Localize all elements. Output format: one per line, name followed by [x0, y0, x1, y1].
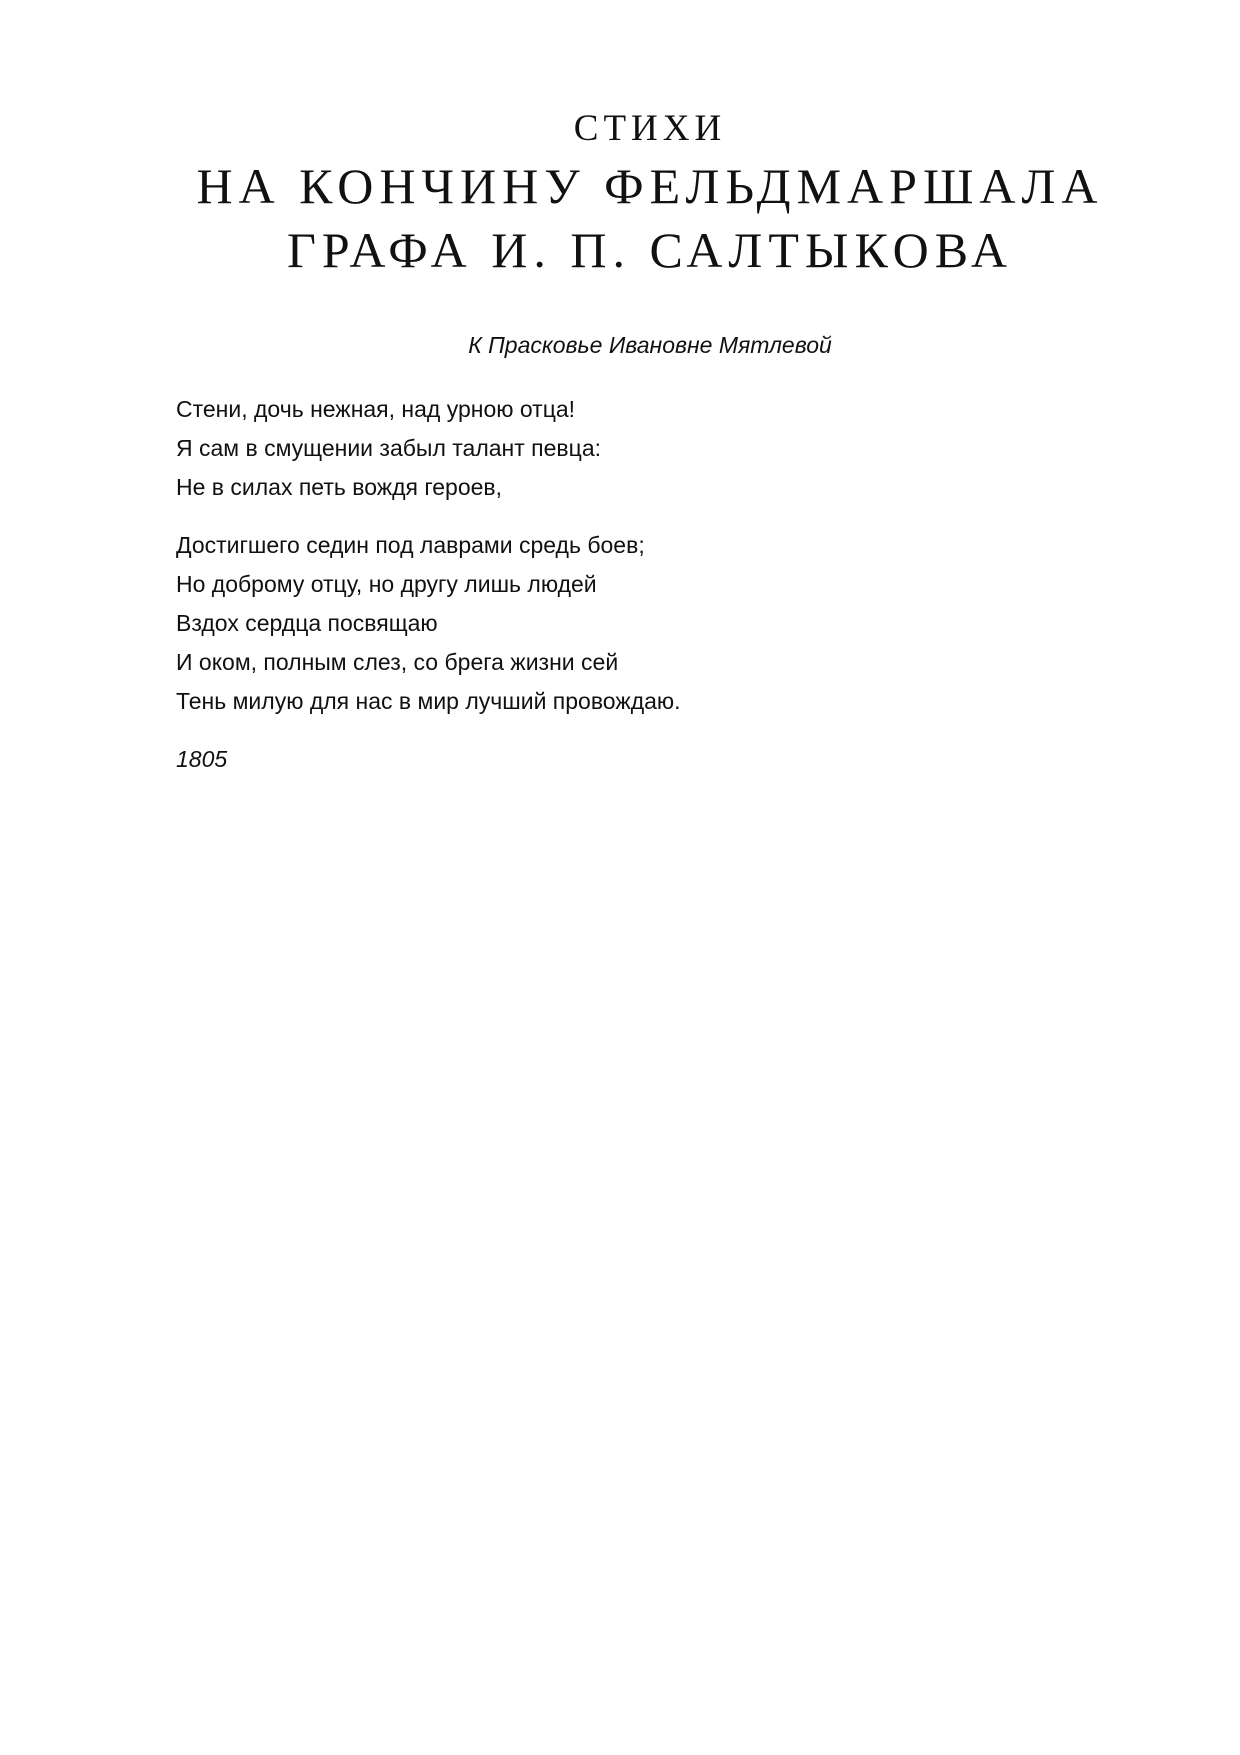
dedication: К Прасковье Ивановне Мятлевой [468, 332, 832, 358]
title-line-2: ГРАФА И. П. САЛТЫКОВА [287, 222, 1013, 278]
verse-line: И оком, полным слез, со брега жизни сей [176, 649, 619, 675]
stanza-1 [176, 390, 1176, 507]
verse-line: Достигшего седин под лаврами средь боев; [176, 532, 645, 558]
verse-line: Но доброму отцу, но другу лишь людей [176, 571, 597, 597]
verse-line: Не в силах петь вождя героев, [176, 474, 503, 500]
poem-year: 1805 [176, 746, 228, 772]
stanza-2 [176, 526, 1176, 721]
title-kicker: СТИХИ [573, 108, 727, 149]
verse-line: Тень милую для нас в мир лучший провождаю. [176, 688, 681, 714]
title-line-1: НА КОНЧИНУ ФЕЛЬДМАРШАЛА [196, 158, 1104, 214]
verse-line: Стени, дочь нежная, над урною отца! [176, 396, 576, 422]
verse-line: Я сам в смущении забыл талант певца: [176, 435, 601, 461]
poem-body [176, 390, 1176, 721]
verse-line: Вздох сердца посвящаю [176, 610, 438, 636]
